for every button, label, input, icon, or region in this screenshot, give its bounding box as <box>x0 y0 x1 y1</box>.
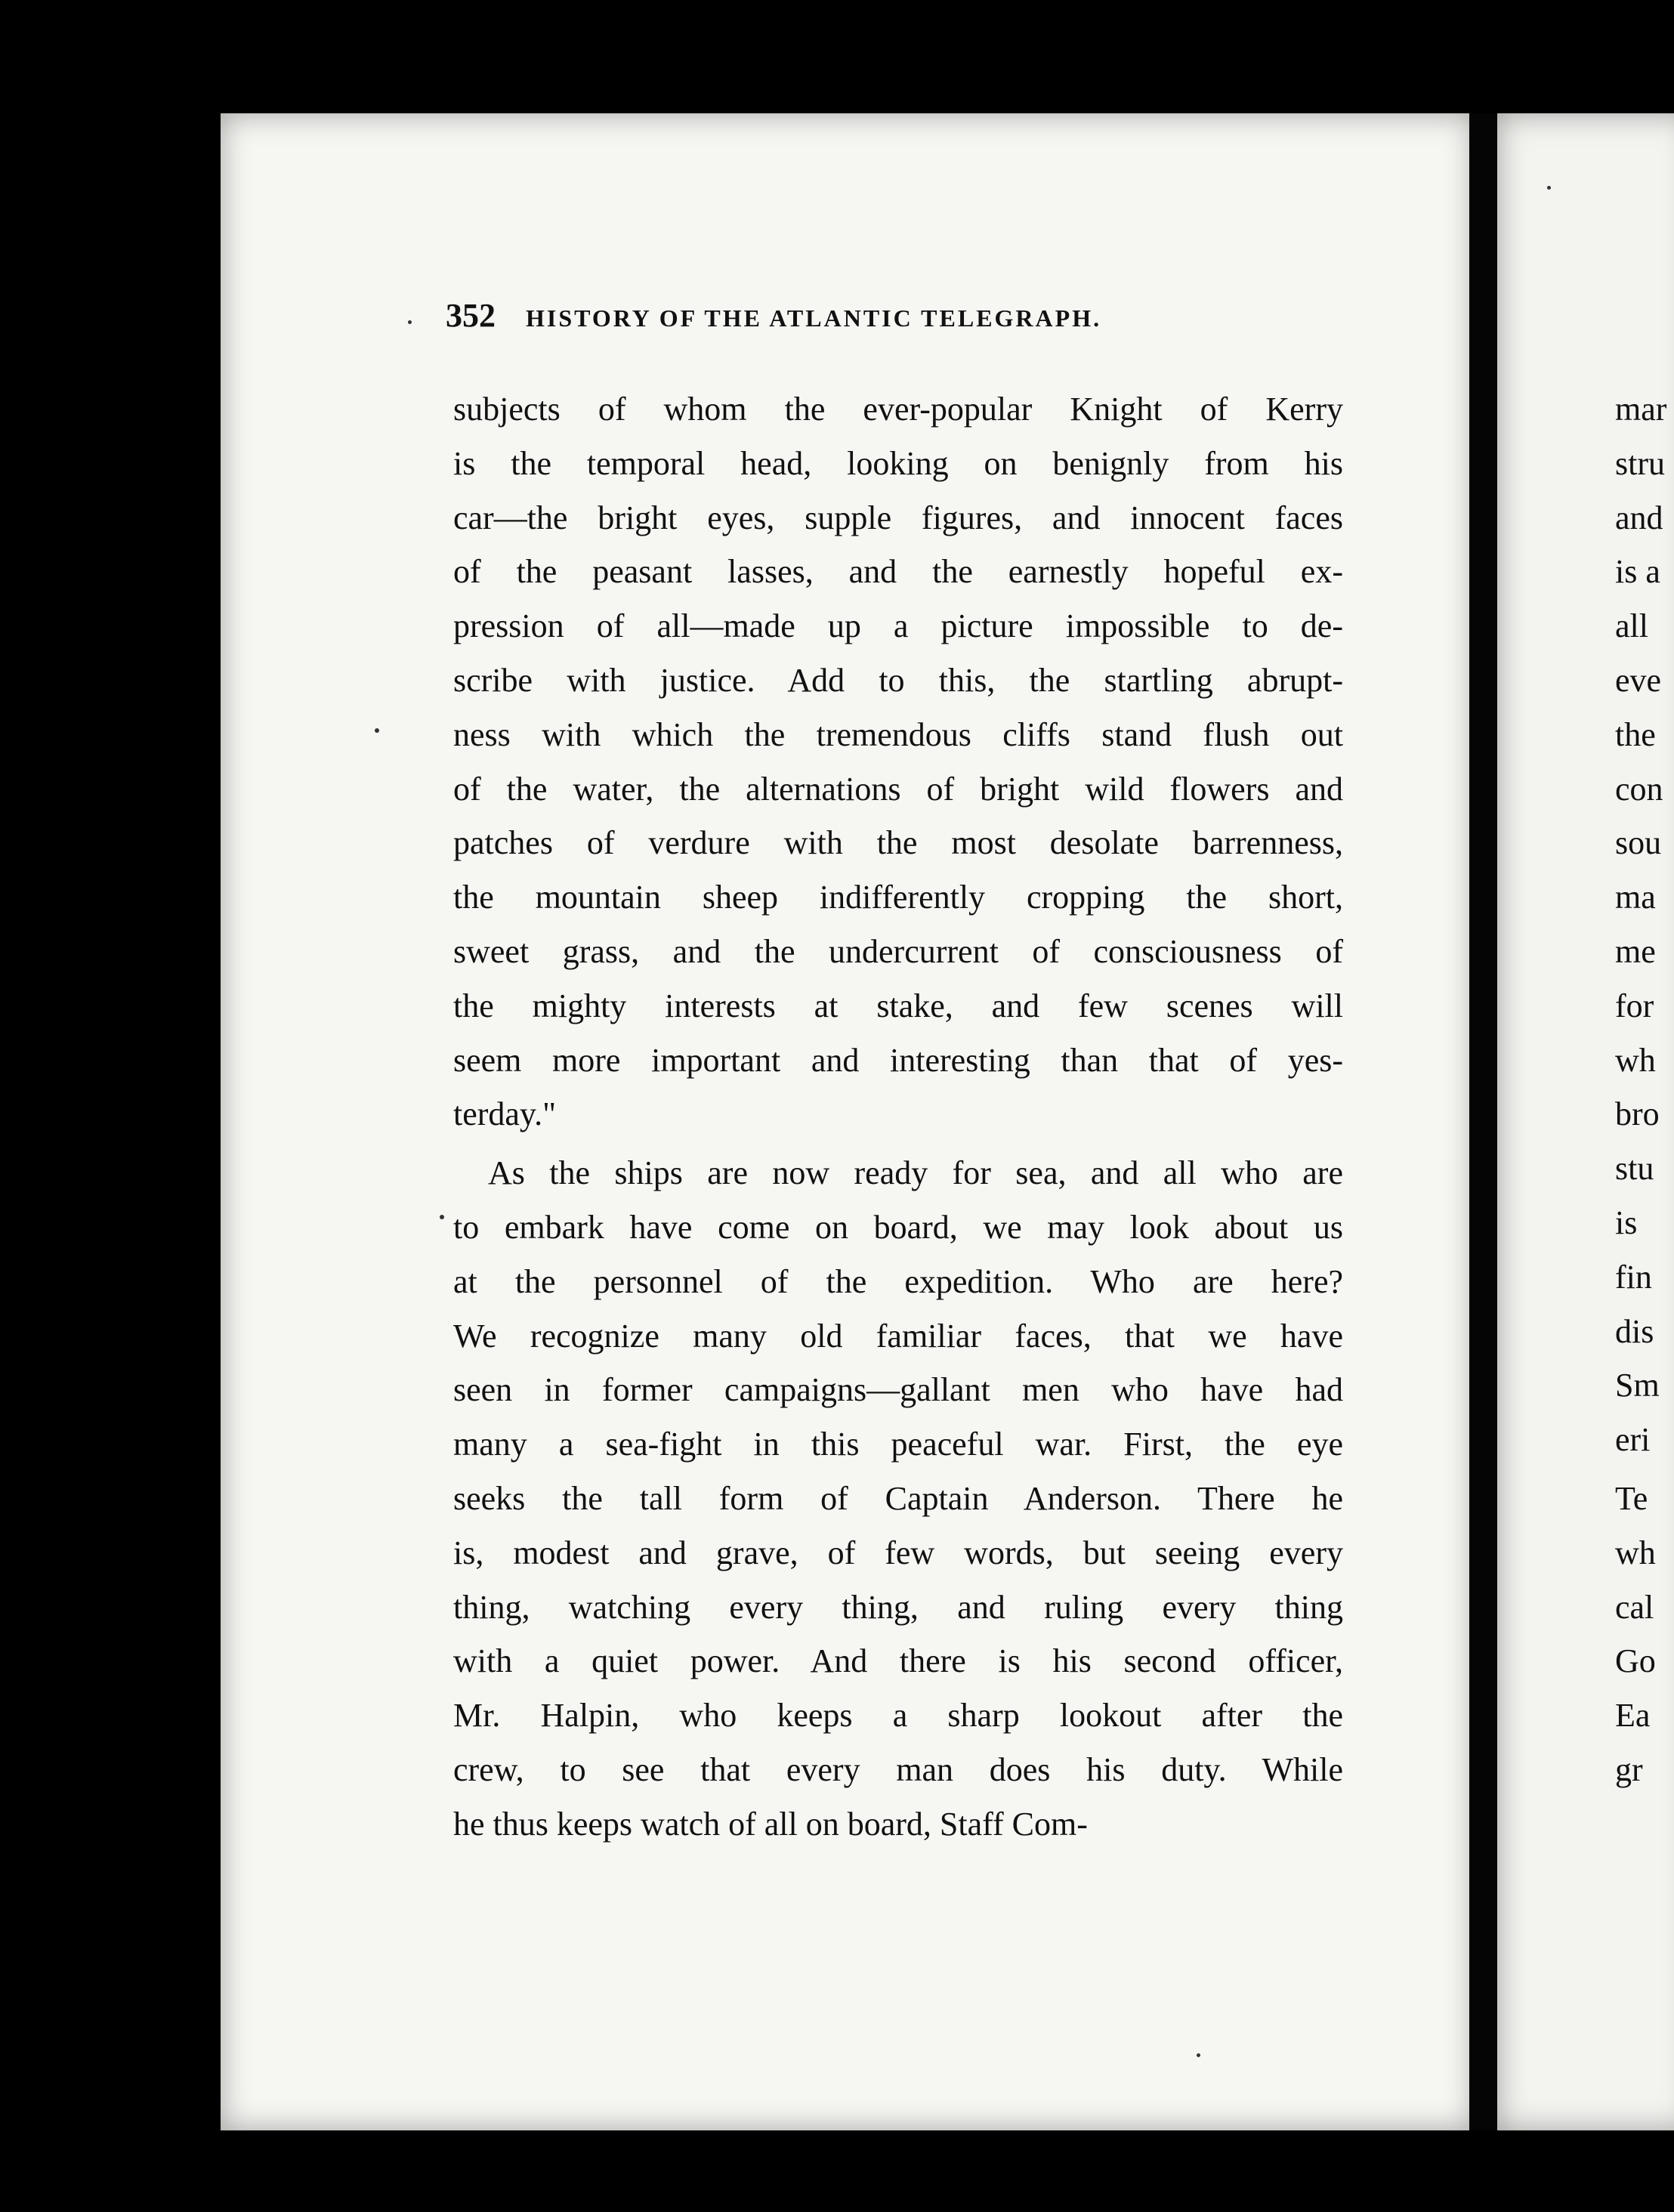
text-line: scribe with justice. Add to this, the startling abrupt- <box>453 661 1343 699</box>
text-line: terday." <box>453 1095 557 1133</box>
facing-page-line-fragment: sou <box>1615 824 1662 862</box>
facing-page-line-fragment: con <box>1615 770 1663 808</box>
text-line: subjects of whom the ever-popular Knight of Kerry <box>453 391 1343 428</box>
facing-page-line-fragment: wh <box>1615 1041 1656 1079</box>
facing-page-line-fragment: mar <box>1615 391 1667 428</box>
facing-page-line-fragment: gr <box>1615 1750 1643 1788</box>
facing-page-line-fragment: dis <box>1615 1312 1654 1350</box>
facing-page-line-fragment: bro <box>1615 1095 1660 1133</box>
text-line: is the temporal head, looking on benignly from his <box>453 444 1343 482</box>
text-line: he thus keeps watch of all on board, Staff Com- <box>453 1805 1088 1843</box>
text-line: patches of verdure with the most desolate barrenness, <box>453 824 1343 862</box>
facing-page-line-fragment: cal <box>1615 1588 1654 1626</box>
text-line: We recognize many old familiar faces, that we have <box>453 1317 1343 1355</box>
text-line: crew, to see that every man does his duty. While <box>453 1750 1343 1788</box>
scan-speck <box>1197 2053 1200 2057</box>
facing-page-line-fragment: for <box>1615 987 1654 1024</box>
text-line: ness with which the tremendous cliffs stand flush out <box>453 715 1343 753</box>
text-line: As the ships are now ready for sea, and all who are <box>488 1154 1343 1192</box>
facing-page-line-fragment: is <box>1615 1203 1638 1241</box>
text-line: at the personnel of the expedition. Who are here? <box>453 1262 1343 1300</box>
text-line: of the peasant lasses, and the earnestly hopeful ex- <box>453 553 1343 591</box>
text-line: pression of all—made up a picture impossible to de- <box>453 607 1343 645</box>
text-line: seem more important and interesting than that of yes- <box>453 1041 1343 1079</box>
facing-page-line-fragment: fin <box>1615 1258 1652 1296</box>
facing-page-line-fragment: eri <box>1615 1421 1651 1459</box>
facing-page-line-fragment: eve <box>1615 661 1662 699</box>
facing-page-line-fragment: stru <box>1615 444 1665 482</box>
facing-page-line-fragment: Te <box>1615 1479 1648 1517</box>
facing-page-line-fragment: ma <box>1615 879 1656 916</box>
facing-page-fragments-top <box>1615 382 1674 1467</box>
facing-page-line-fragment: and <box>1615 499 1663 536</box>
facing-page-line-fragment: wh <box>1615 1534 1656 1571</box>
text-line: sweet grass, and the undercurrent of consciousness of <box>453 932 1343 970</box>
scan-speck <box>440 1215 444 1219</box>
facing-page-line-fragment: Sm <box>1615 1367 1660 1404</box>
scan-speck <box>1547 186 1551 190</box>
facing-page-line-fragment: me <box>1615 932 1656 970</box>
facing-page-fragments-bottom <box>1615 1472 1674 1797</box>
paragraph-1 <box>453 382 1343 1142</box>
text-line: is, modest and grave, of few words, but seeing every <box>453 1534 1343 1571</box>
body-text <box>453 382 1343 1852</box>
text-line: to embark have come on board, we may look about us <box>453 1208 1343 1246</box>
scan-speck <box>408 320 412 324</box>
facing-page-text <box>1615 382 1674 1797</box>
text-line: the mountain sheep indifferently cropping the short, <box>453 879 1343 916</box>
facing-page-line-fragment: all <box>1615 607 1648 645</box>
text-line: many a sea-fight in this peaceful war. First, the eye <box>453 1426 1343 1463</box>
facing-page-line-fragment: is a <box>1615 553 1660 591</box>
text-line: the mighty interests at stake, and few scenes will <box>453 987 1343 1024</box>
text-line: seen in former campaigns—gallant men who have had <box>453 1371 1343 1409</box>
facing-page-line-fragment: stu <box>1615 1150 1654 1188</box>
facing-page-line-fragment: Go <box>1615 1642 1656 1680</box>
text-line: car—the bright eyes, supple figures, and innocent faces <box>453 499 1343 536</box>
facing-page-line-fragment: Ea <box>1615 1697 1651 1735</box>
running-head <box>446 296 1337 341</box>
text-line: Mr. Halpin, who keeps a sharp lookout after the <box>453 1697 1343 1735</box>
text-line: of the water, the alternations of bright wild flowers and <box>453 770 1343 808</box>
text-line: with a quiet power. And there is his second officer, <box>453 1642 1343 1680</box>
page-number: 352 <box>446 297 496 334</box>
paragraph-2 <box>453 1146 1343 1851</box>
running-title: HISTORY OF THE ATLANTIC TELEGRAPH. <box>526 304 1102 332</box>
facing-page-line-fragment: the <box>1615 715 1656 753</box>
text-line: thing, watching every thing, and ruling every thing <box>453 1588 1343 1626</box>
text-line: seeks the tall form of Captain Anderson. There he <box>453 1479 1343 1517</box>
book-gutter <box>1469 113 1501 2130</box>
scan-speck <box>375 728 379 733</box>
